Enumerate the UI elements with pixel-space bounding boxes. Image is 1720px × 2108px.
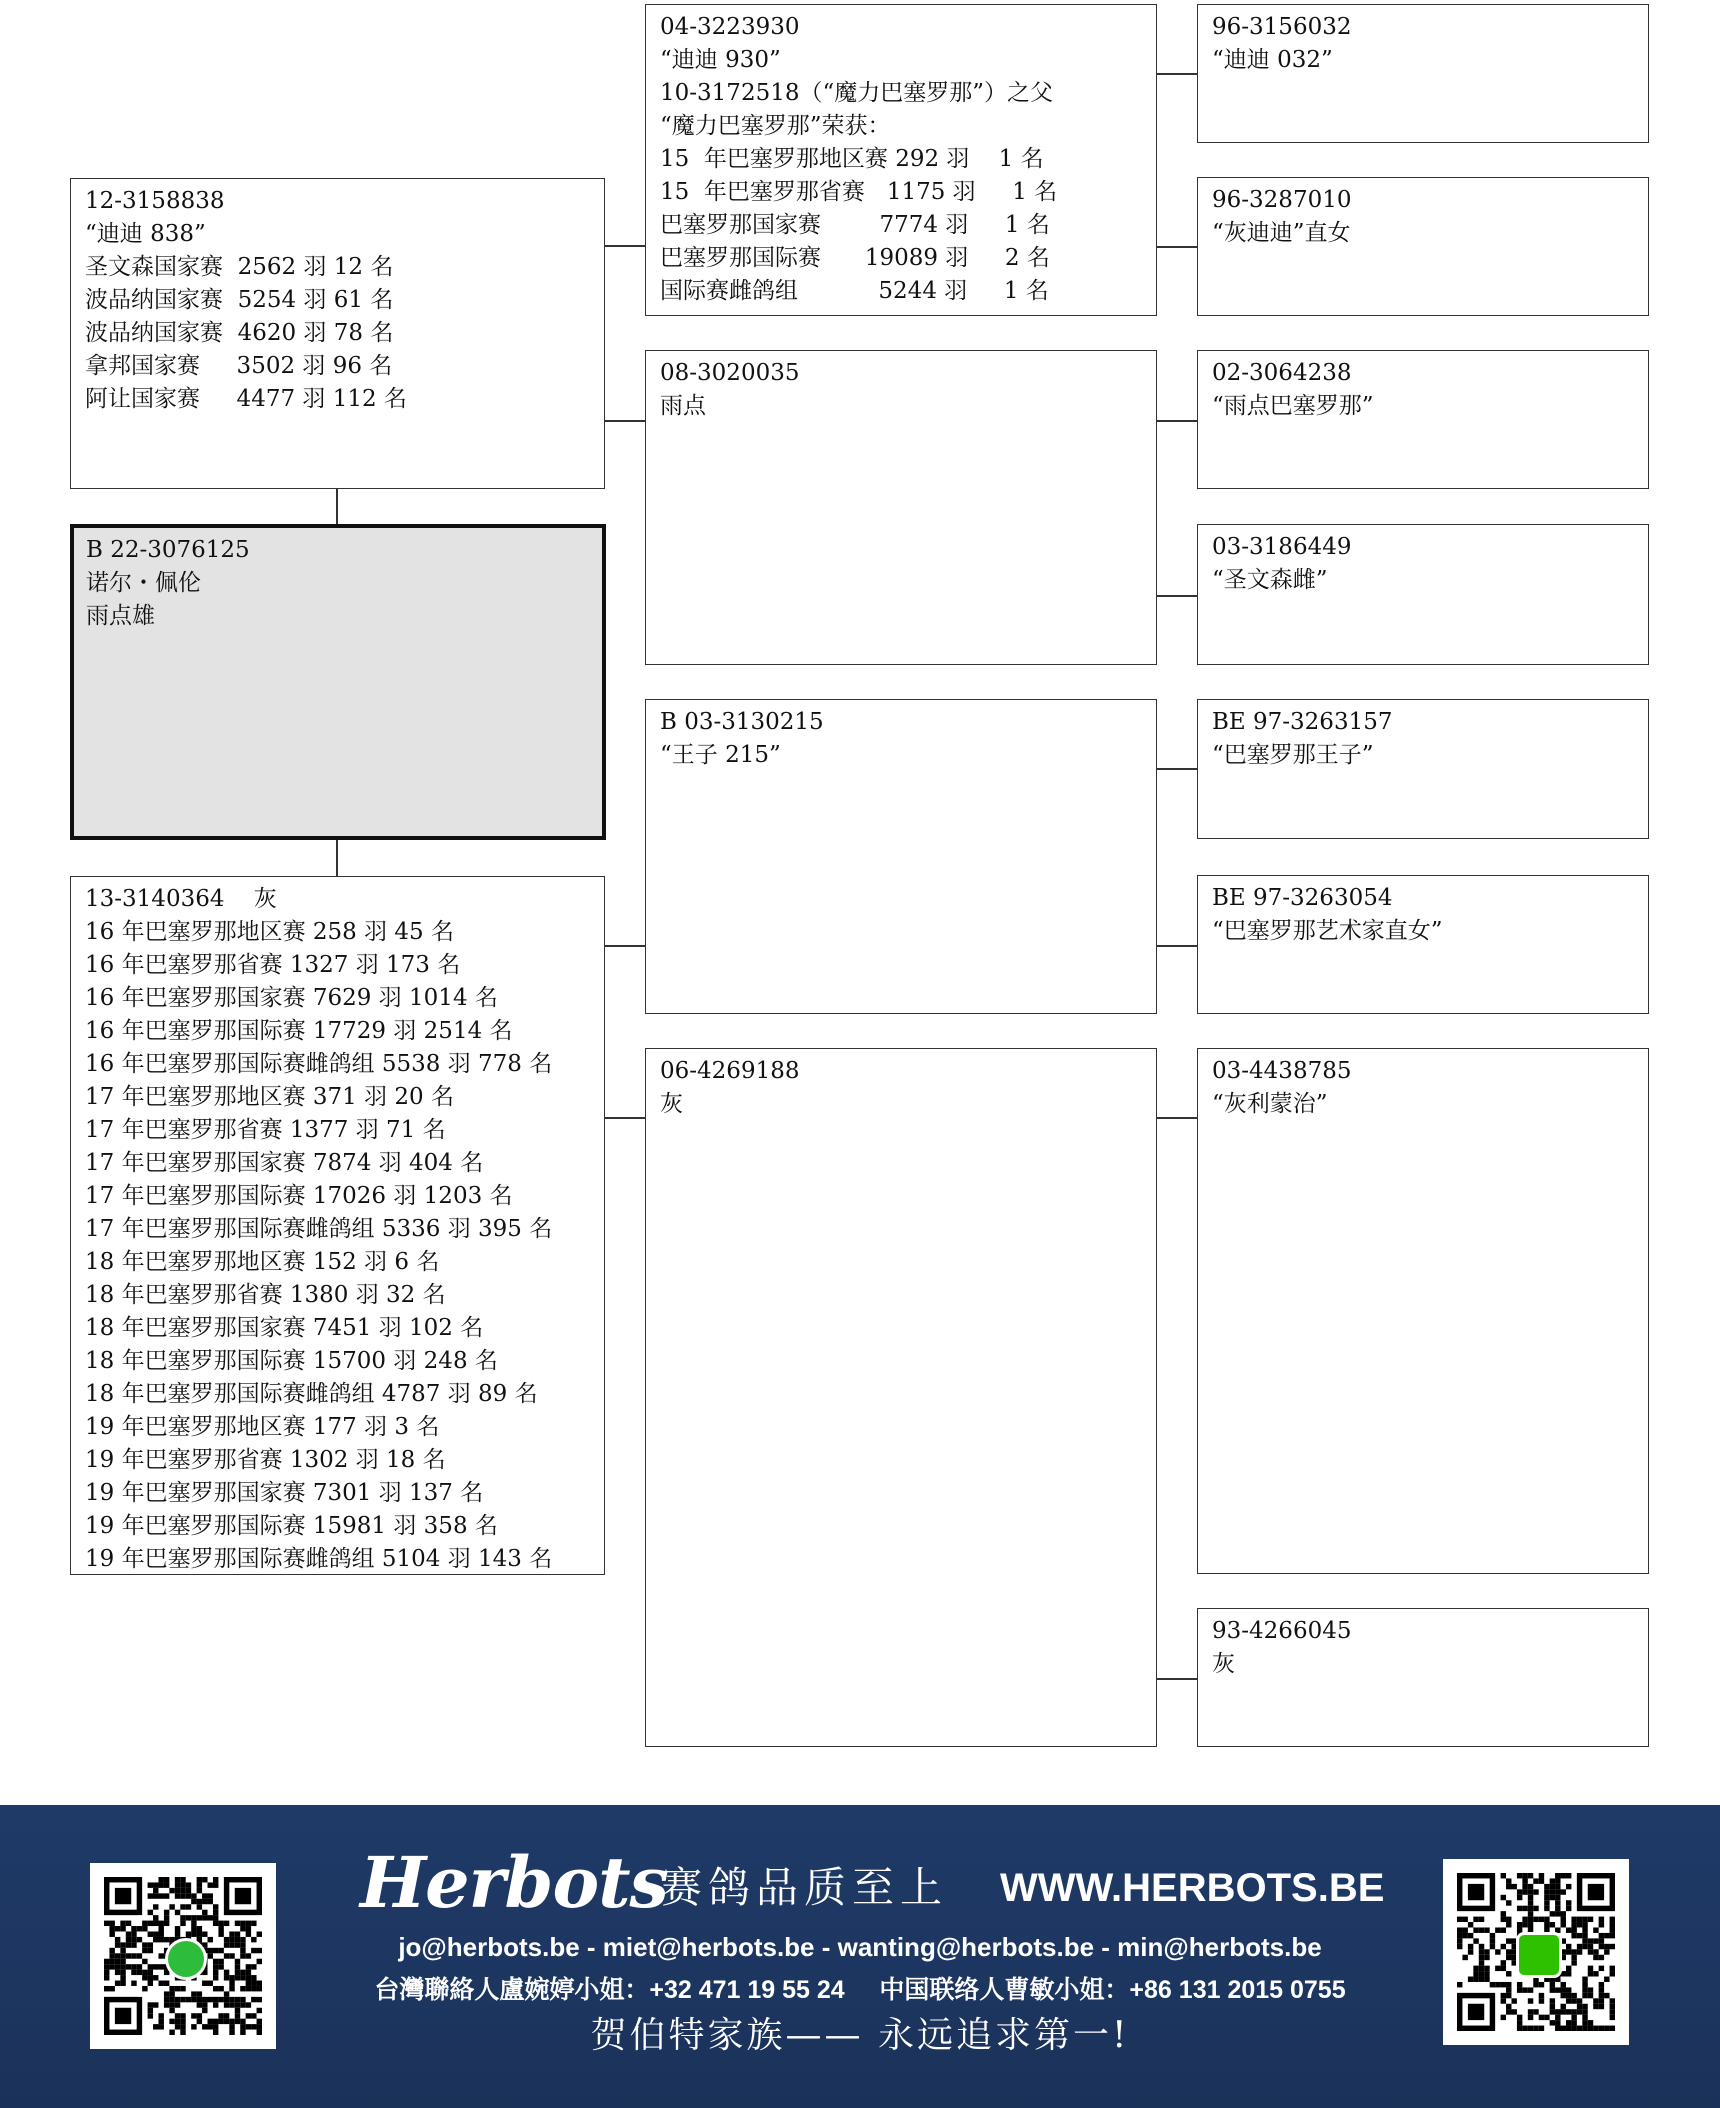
pedigree-line: 波品纳国家赛 4620 羽 78 名 — [85, 320, 394, 346]
connector — [1156, 1117, 1198, 1119]
pedigree-line: “灰迪迪”直女 — [1212, 220, 1351, 246]
connector — [1156, 945, 1198, 947]
dam-sire-box — [645, 699, 1157, 1014]
herbots-logo: Herbots — [360, 1841, 668, 1924]
pedigree-line: 巴塞罗那国际赛 19089 羽 2 名 — [660, 245, 1050, 271]
great-grandparent-box-3 — [1197, 350, 1649, 489]
pedigree-line: 国际赛雌鸽组 5244 羽 1 名 — [660, 278, 1049, 304]
great-grandparent-box-7 — [1197, 1048, 1649, 1574]
connector — [604, 245, 646, 247]
pedigree-line: 03-4438785 — [1212, 1058, 1352, 1084]
pedigree-line: 06-4269188 — [660, 1058, 800, 1084]
pedigree-line: 雨点雄 — [86, 603, 155, 629]
great-grandparent-box-1 — [1197, 4, 1649, 143]
pedigree-line: 灰 — [660, 1091, 683, 1117]
tagline: 贺伯特家族—— 永远追求第一! — [590, 2015, 1130, 2056]
pedigree-line: BE 97-3263157 — [1212, 709, 1393, 735]
pedigree-line: 17 年巴塞罗那国际赛 17026 羽 1203 名 — [85, 1183, 513, 1209]
connector — [604, 1117, 646, 1119]
pedigree-line: 拿邦国家赛 3502 羽 96 名 — [85, 353, 393, 379]
connector — [1156, 768, 1198, 770]
pedigree-line: “巴塞罗那王子” — [1212, 742, 1374, 768]
connector — [1156, 246, 1198, 248]
pedigree-line: 19 年巴塞罗那省赛 1302 羽 18 名 — [85, 1447, 446, 1473]
pedigree-line: 93-4266045 — [1212, 1618, 1352, 1644]
brand-row — [360, 1841, 1385, 1924]
wechat-icon — [1516, 1932, 1562, 1978]
pedigree-line: B 03-3130215 — [660, 709, 824, 735]
pedigree-line: 19 年巴塞罗那国际赛 15981 羽 358 名 — [85, 1513, 498, 1539]
pedigree-line: 15 年巴塞罗那省赛 1175 羽 1 名 — [660, 179, 1058, 205]
great-grandparent-box-2 — [1197, 177, 1649, 316]
pedigree-line: 19 年巴塞罗那国际赛雌鸽组 5104 羽 143 名 — [85, 1546, 553, 1572]
great-grandparent-box-6 — [1197, 875, 1649, 1014]
contact-info: 台灣聯絡人盧婉婷小姐：+32 471 19 55 24 中国联络人曹敏小姐：+86 131 2015 0755 — [374, 1976, 1346, 2004]
dam-dam-box — [645, 1048, 1157, 1747]
pedigree-line: 18 年巴塞罗那地区赛 152 羽 6 名 — [85, 1249, 440, 1275]
sire-dam-box — [645, 350, 1157, 665]
pedigree-line: 96-3287010 — [1212, 187, 1352, 213]
pedigree-line: “迪迪 032” — [1212, 47, 1333, 73]
pedigree-line: “魔力巴塞罗那”荣获： — [660, 113, 891, 139]
connector — [604, 945, 646, 947]
great-grandparent-box-5 — [1197, 699, 1649, 839]
sire-sire-box — [645, 4, 1157, 316]
pedigree-line: 19 年巴塞罗那地区赛 177 羽 3 名 — [85, 1414, 440, 1440]
pedigree-line: 巴塞罗那国家赛 7774 羽 1 名 — [660, 212, 1050, 238]
slogan: 赛鸽品质至上 — [660, 1863, 949, 1912]
pedigree-line: “迪迪 930” — [660, 47, 781, 73]
pedigree-line: 诺尔・佩伦 — [86, 570, 201, 596]
subject-box — [70, 524, 606, 840]
website-link[interactable]: WWW.HERBOTS.BE — [1000, 1866, 1385, 1910]
pedigree-line: B 22-3076125 — [86, 537, 250, 563]
pedigree-line: “雨点巴塞罗那” — [1212, 393, 1374, 419]
line-icon — [165, 1938, 207, 1980]
pedigree-line: 18 年巴塞罗那国际赛雌鸽组 4787 羽 89 名 — [85, 1381, 538, 1407]
pedigree-line: 灰 — [1212, 1651, 1235, 1677]
pedigree-line: 15 年巴塞罗那地区赛 292 羽 1 名 — [660, 146, 1044, 172]
pedigree-line: 17 年巴塞罗那地区赛 371 羽 20 名 — [85, 1084, 454, 1110]
pedigree-line: 雨点 — [660, 393, 706, 419]
pedigree-line: 16 年巴塞罗那地区赛 258 羽 45 名 — [85, 919, 454, 945]
connector — [1156, 420, 1198, 422]
pedigree-line: 18 年巴塞罗那国际赛 15700 羽 248 名 — [85, 1348, 498, 1374]
pedigree-line: 17 年巴塞罗那省赛 1377 羽 71 名 — [85, 1117, 446, 1143]
pedigree-line: 18 年巴塞罗那省赛 1380 羽 32 名 — [85, 1282, 446, 1308]
pedigree-line: 波品纳国家赛 5254 羽 61 名 — [85, 287, 394, 313]
pedigree-line: “巴塞罗那艺术家直女” — [1212, 918, 1443, 944]
pedigree-line: 16 年巴塞罗那国际赛 17729 羽 2514 名 — [85, 1018, 513, 1044]
connector — [336, 838, 338, 876]
pedigree-line: 16 年巴塞罗那省赛 1327 羽 173 名 — [85, 952, 461, 978]
connector — [604, 420, 646, 422]
pedigree-line: “圣文森雌” — [1212, 567, 1328, 593]
pedigree-line: 16 年巴塞罗那国际赛雌鸽组 5538 羽 778 名 — [85, 1051, 553, 1077]
email-list[interactable]: jo@herbots.be - miet@herbots.be - wanting@herbots.be - min@herbots.be — [398, 1932, 1322, 1962]
connector — [1156, 595, 1198, 597]
pedigree-line: 10-3172518（“魔力巴塞罗那”）之父 — [660, 80, 1053, 106]
great-grandparent-box-8 — [1197, 1608, 1649, 1747]
pedigree-line: 圣文森国家赛 2562 羽 12 名 — [85, 254, 394, 280]
pedigree-line: “王子 215” — [660, 742, 781, 768]
connector — [336, 488, 338, 524]
pedigree-line: 19 年巴塞罗那国家赛 7301 羽 137 名 — [85, 1480, 484, 1506]
qr-code-wechat — [1443, 1859, 1629, 2045]
pedigree-line: 17 年巴塞罗那国家赛 7874 羽 404 名 — [85, 1150, 484, 1176]
pedigree-line: 12-3158838 — [85, 188, 225, 214]
pedigree-line: “灰利蒙治” — [1212, 1091, 1328, 1117]
pedigree-line: 17 年巴塞罗那国际赛雌鸽组 5336 羽 395 名 — [85, 1216, 553, 1242]
pedigree-line: BE 97-3263054 — [1212, 885, 1393, 911]
pedigree-line: “迪迪 838” — [85, 221, 206, 247]
sire-box — [70, 178, 605, 489]
great-grandparent-box-4 — [1197, 524, 1649, 665]
pedigree-line: 96-3156032 — [1212, 14, 1352, 40]
pedigree-line: 13-3140364 灰 — [85, 886, 277, 912]
pedigree-line: 08-3020035 — [660, 360, 800, 386]
connector — [1156, 73, 1198, 75]
pedigree-line: 阿让国家赛 4477 羽 112 名 — [85, 386, 407, 412]
pedigree-line: 02-3064238 — [1212, 360, 1352, 386]
qr-code-line — [90, 1863, 276, 2049]
footer-banner — [0, 1805, 1720, 2108]
pedigree-line: 04-3223930 — [660, 14, 800, 40]
connector — [1156, 1678, 1198, 1680]
pedigree-line: 18 年巴塞罗那国家赛 7451 羽 102 名 — [85, 1315, 484, 1341]
dam-box — [70, 876, 605, 1575]
pedigree-line: 03-3186449 — [1212, 534, 1352, 560]
pedigree-line: 16 年巴塞罗那国家赛 7629 羽 1014 名 — [85, 985, 498, 1011]
